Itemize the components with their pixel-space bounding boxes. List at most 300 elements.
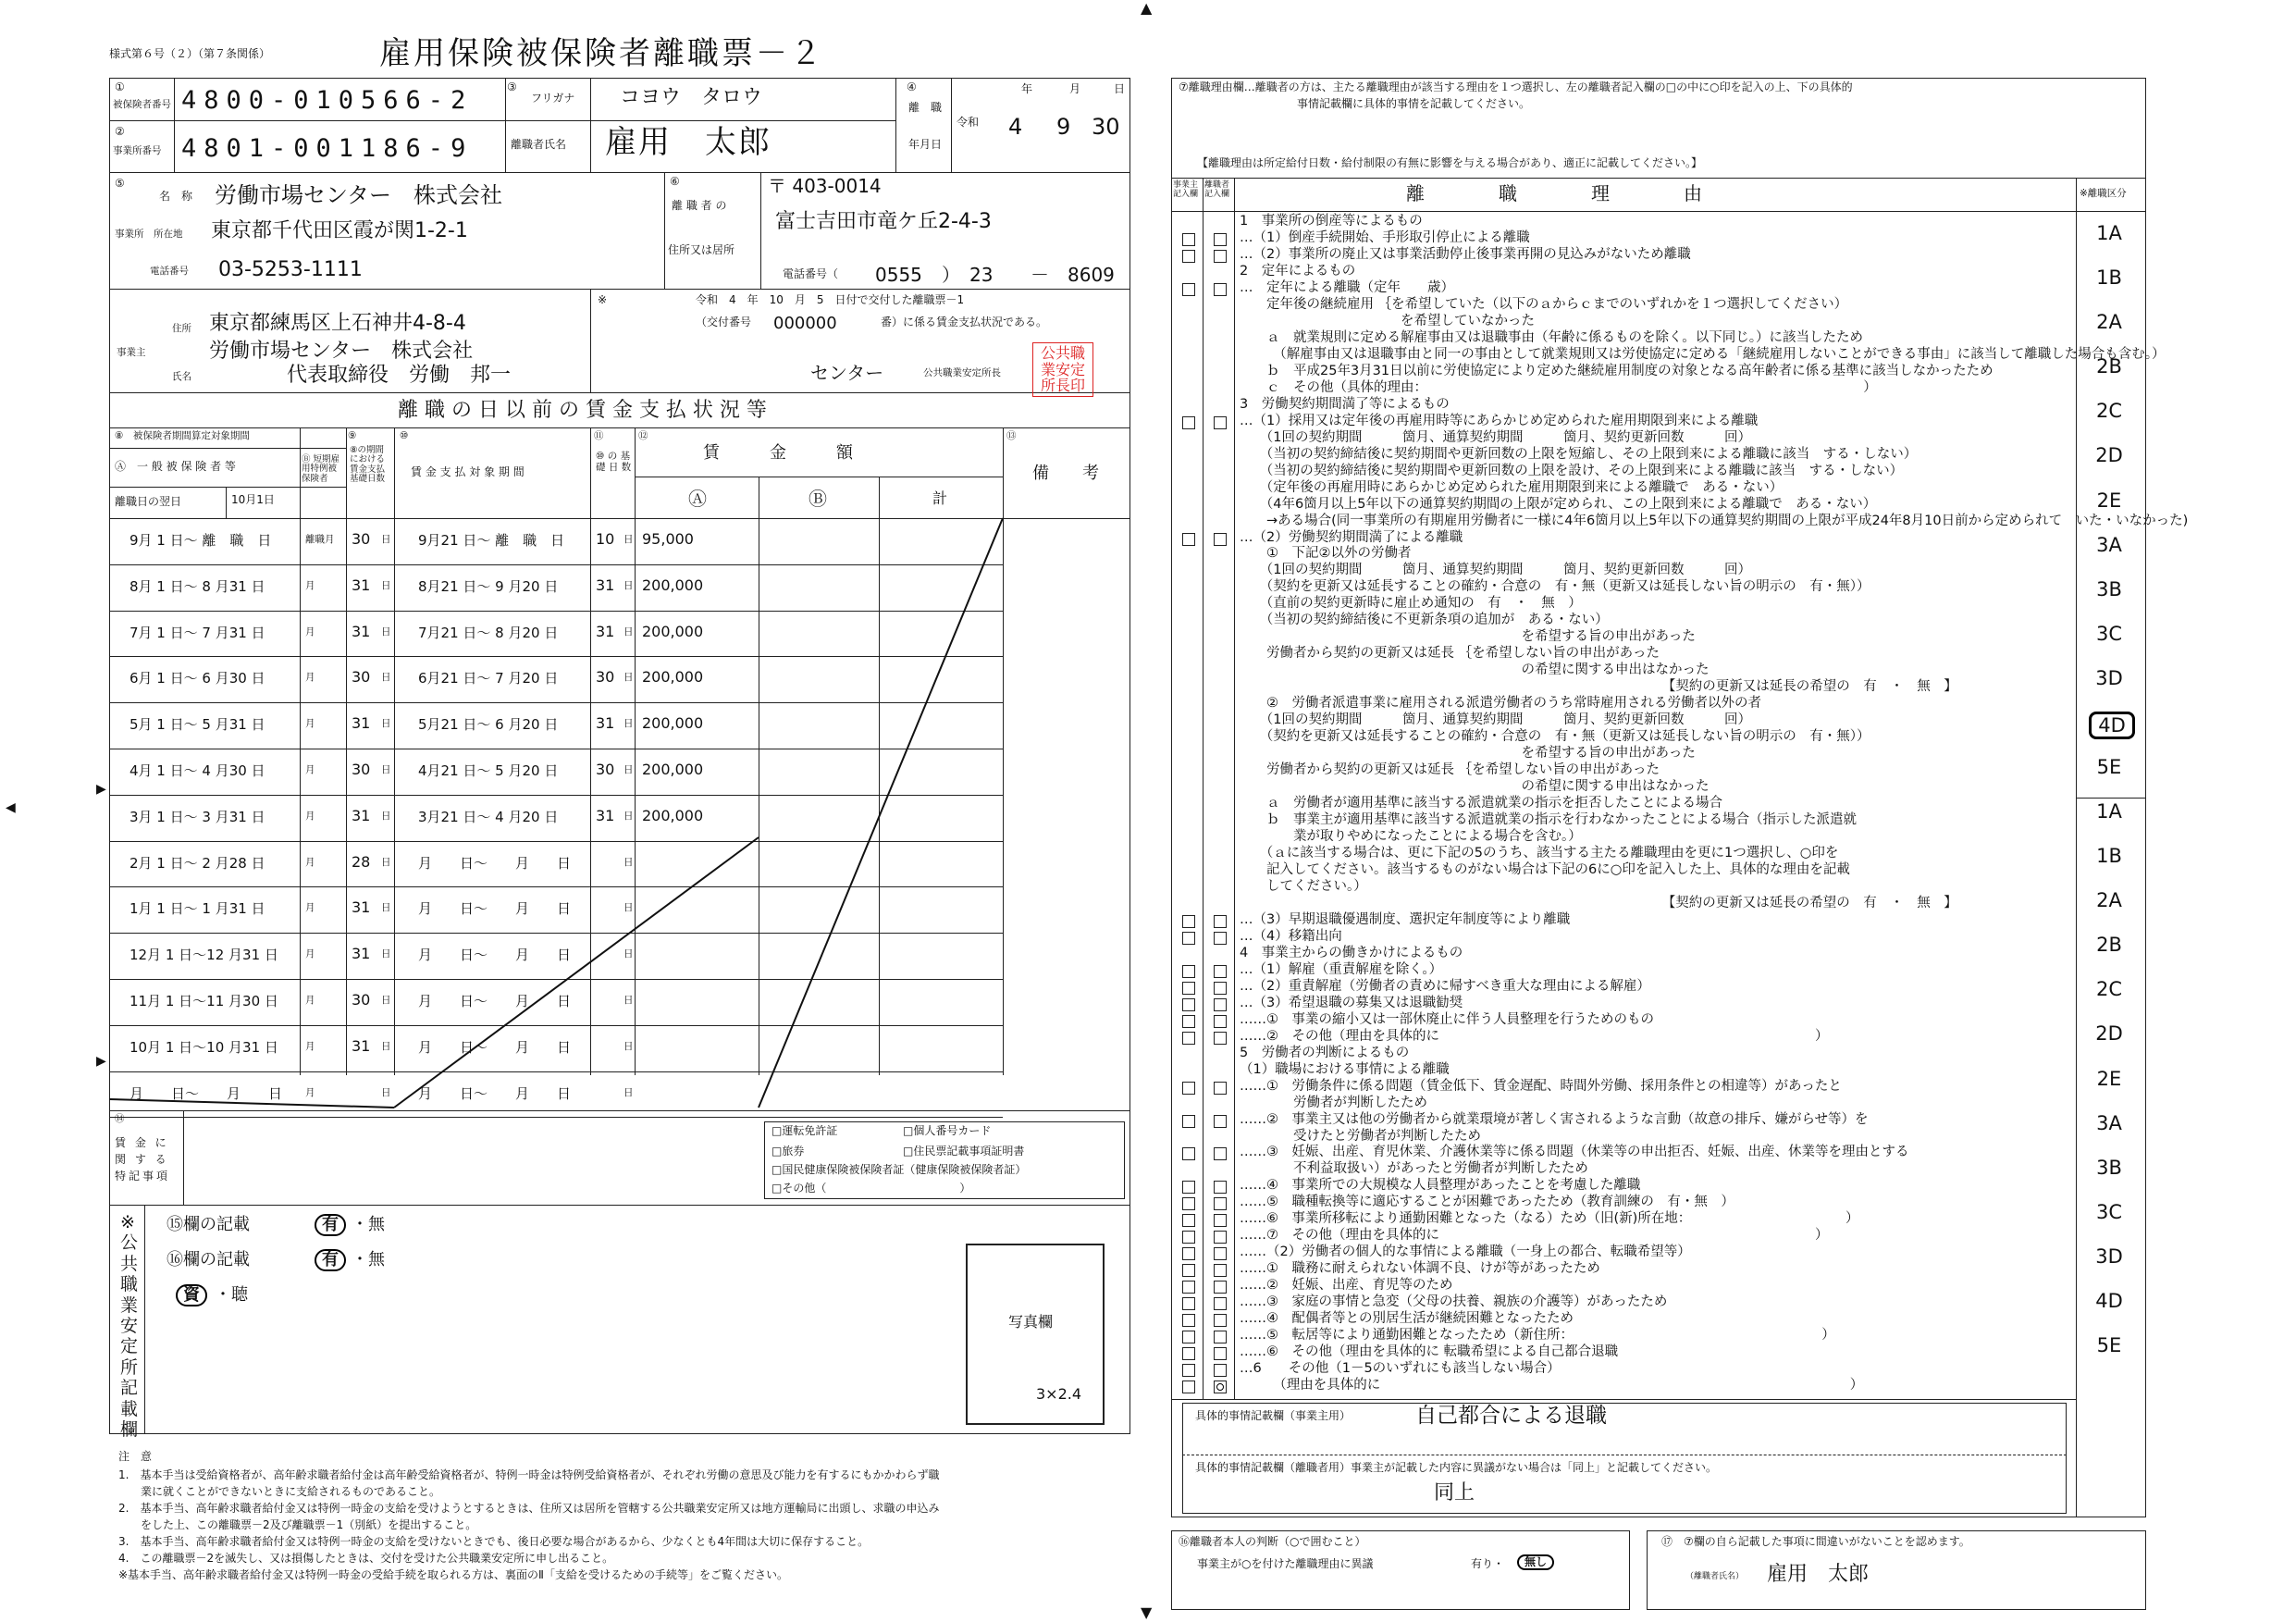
- reason-code: 2A: [2096, 311, 2122, 334]
- wage-row-period10: 月 日～ 月 日: [418, 854, 572, 872]
- worker-checkbox[interactable]: [1214, 982, 1227, 995]
- col-b: Ⓑ: [809, 488, 827, 510]
- employer-checkbox[interactable]: [1182, 1347, 1195, 1360]
- wage-row-period8: 5月 1 日～ 5 月31 日: [130, 716, 265, 734]
- special-check-item[interactable]: □その他（ ）: [772, 1182, 971, 1195]
- reason-line: （直前の契約更新時に雇止め通知の 有 ・ 無 ）: [1240, 596, 1582, 612]
- wage-row-days9: 31: [352, 714, 371, 733]
- label-furigana: フリガナ: [531, 92, 575, 105]
- reason-code: 2D: [2095, 444, 2123, 467]
- residence: 富士吉田市竜ケ丘2-4-3: [775, 210, 992, 233]
- wage-row-period10: 6月21 日～ 7 月20 日: [418, 670, 559, 687]
- month-label: 月: [1069, 82, 1081, 95]
- employer-checkbox[interactable]: [1182, 1364, 1195, 1377]
- wage-row-unit11: 日: [623, 579, 634, 591]
- employer-company: 労働市場センター 株式会社: [209, 340, 474, 363]
- notes-title: 注 意: [118, 1450, 153, 1463]
- wage-row-unit9: 日: [381, 1040, 391, 1052]
- postal-code: 〒 403-0014: [768, 175, 882, 197]
- reason-line: ……① 労働条件に係る問題（賃金低下、賃金遅配、時間外労働、採用条件との相違等）があったと: [1240, 1078, 1842, 1094]
- h11: ⑪: [594, 430, 604, 441]
- wage-row-amount[interactable]: 200,000: [642, 622, 704, 640]
- q16-no[interactable]: 無し: [1517, 1554, 1554, 1570]
- reason-code: 2D: [2095, 1022, 2123, 1046]
- wage-row-unit9: 日: [381, 856, 391, 868]
- reason-line: （当初の契約締結後に不更新条項の追加が ある・ない）: [1240, 613, 1609, 628]
- label-name: 離職者氏名: [511, 138, 567, 151]
- employer-addr: 東京都練馬区上石神井4-8-4: [209, 312, 466, 335]
- employer-checkbox[interactable]: [1182, 1197, 1195, 1210]
- wage-row-unit9: 日: [381, 579, 391, 591]
- res-tel-1: 0555: [875, 264, 922, 286]
- worker-checkbox[interactable]: [1214, 1214, 1227, 1227]
- note-item: 4. この離職票－2を滅失し、又は損傷したときは、交付を受けた公共職業安定所に申し出ること。: [118, 1552, 614, 1565]
- wage-row-unit9: 日: [381, 948, 391, 960]
- wage-row-period8b: 月: [305, 1086, 315, 1098]
- worker-checkbox[interactable]: [1214, 250, 1227, 263]
- employer-checkbox[interactable]: [1182, 1214, 1195, 1227]
- reason-line: 労働者から契約の更新又は延長 ｛を希望しない旨の申出があった: [1240, 762, 1660, 778]
- official-stamp: 公共職業安定所長印: [1032, 342, 1093, 397]
- label-employer-name: 氏名: [172, 371, 191, 382]
- reason-line: 定年後の継続雇用 ｛を希望していた（以下のａからｃまでのいずれかを１つ選択してください）: [1240, 296, 1848, 312]
- r16: ⑯欄の記載: [167, 1250, 250, 1269]
- label-office-no: 事業所番号: [113, 145, 162, 156]
- special-check-item[interactable]: □個人番号カード: [903, 1124, 992, 1137]
- reason-line: ……③ 妊娠、出産、育児休業、介護休業等に係る問題（休業等の申出拒否、妊娠、出産、休業等を理由とする: [1240, 1145, 1909, 1160]
- label-office-tel: 電話番号: [150, 266, 189, 277]
- sep-month: 9: [1056, 114, 1071, 140]
- wage-row-amount[interactable]: 200,000: [642, 576, 704, 594]
- note-no-label: （交付番号: [696, 316, 752, 328]
- form-title: 雇用保険被保険者離職票－２: [379, 35, 824, 72]
- note-item: 業に就くことができないときに支給されるものであること。: [118, 1485, 441, 1498]
- reason-line: ……⑤ 職種転換等に適応することが困難であったため（教育訓練の 有・無 ）: [1240, 1195, 1734, 1210]
- employer-checkbox[interactable]: [1182, 1082, 1195, 1095]
- reason-code: 4D: [2089, 712, 2135, 739]
- worker-checkbox[interactable]: [1214, 1181, 1227, 1194]
- wage-row-period8b: 月: [305, 856, 315, 868]
- employer-checkbox[interactable]: [1182, 533, 1195, 546]
- col-employer: 事業主記入欄: [1173, 180, 1199, 199]
- n4: ④: [907, 80, 917, 93]
- res-tel-3: － 8609: [1031, 264, 1115, 286]
- reason-line: 【契約の更新又は延長の希望の 有 ・ 無 】: [1240, 679, 1957, 695]
- worker-checkbox[interactable]: [1214, 1082, 1227, 1095]
- col-total: 計: [932, 489, 948, 507]
- worker-checkbox[interactable]: [1214, 1281, 1227, 1294]
- reason-line: ｂ 事業主が適用基準に該当する派遣就業の指示を行わなかったことによる場合（指示した派遣就: [1240, 812, 1857, 827]
- worker-checkbox[interactable]: [1214, 1032, 1227, 1045]
- wage-row-amount[interactable]: 200,000: [642, 761, 704, 778]
- reason-line: ……⑥ その他（理由を具体的に 転職希望による自己都合退職: [1240, 1344, 1619, 1360]
- reason-code: 3D: [2095, 1244, 2123, 1268]
- n5: ⑤: [115, 177, 125, 190]
- wage-row-days9: 31: [352, 1036, 371, 1055]
- reason-line: を希望する旨の申出があった: [1240, 629, 1696, 645]
- wage-row-unit11: 日: [623, 534, 634, 545]
- reason-line: の希望に関する申出はなかった: [1240, 779, 1710, 794]
- wage-row-unit11: 日: [623, 625, 634, 638]
- reason-line: 受けたと労働者が判断したため: [1240, 1128, 1481, 1144]
- worker-checkbox[interactable]: [1214, 283, 1227, 296]
- reason-code: 2E: [2096, 489, 2122, 512]
- reason-line: 不利益取扱い）があったと労働者が判断したため: [1240, 1161, 1588, 1177]
- era: 令和: [957, 116, 980, 129]
- reason-line: 3 労働契約期間満了等によるもの: [1240, 396, 1450, 412]
- wage-row-days9: 31: [352, 806, 371, 824]
- wage-row-amount[interactable]: 200,000: [642, 714, 704, 733]
- wage-row-days9: 31: [352, 576, 371, 594]
- special-label: 賃 金 に 関 す る 特記事項: [115, 1136, 171, 1182]
- note-no: 000000: [773, 314, 837, 333]
- wage-row-amount[interactable]: 95,000: [642, 530, 694, 548]
- reason-line: …（4）移籍出向: [1240, 928, 1342, 944]
- office-use-vertical: ※公共職業安定所記載欄: [120, 1212, 139, 1441]
- office-no: 4801-001186-9: [181, 134, 474, 163]
- wage-row-period10: 4月21 日～ 5 月20 日: [418, 762, 559, 779]
- worker-checkbox[interactable]: [1214, 1331, 1227, 1343]
- reason-line: … 定年による離職（定年 歳）: [1240, 279, 1454, 295]
- label-sep-date-2: 年月日: [908, 138, 943, 151]
- label-insured-no: 被保険者番号: [113, 99, 171, 110]
- reason-line: 4 事業主からの働きかけによるもの: [1240, 945, 1463, 960]
- sign-label: （離職者氏名）: [1685, 1572, 1745, 1581]
- wage-row-unit9: 日: [381, 1086, 391, 1098]
- h9: ⑨: [348, 430, 357, 441]
- after-sep-value: 10月1日: [231, 493, 275, 506]
- reason-line: …（1）採用又は定年後の再雇用時等にあらかじめ定められた雇用期限到来による離職: [1240, 413, 1759, 428]
- wage-row-line: [109, 1117, 1003, 1118]
- wage-row-unit11: 日: [623, 810, 634, 822]
- h10: ⑩: [400, 430, 409, 441]
- employer-checkbox[interactable]: [1182, 1115, 1195, 1128]
- worker-checkbox[interactable]: [1214, 965, 1227, 978]
- wage-row-period8: 7月 1 日～ 7 月31 日: [130, 624, 265, 641]
- wage-row-unit9: 日: [381, 625, 391, 638]
- reason-line: （1回の契約期間 箇月、通算契約期間 箇月、契約更新回数 回）: [1240, 563, 1751, 578]
- note-item: ※基本手当、高年齢求職者給付金又は特例一時金の受給手続を取られる方は、裏面のⅡ「支給を受けるための手続等」をご覧ください。: [118, 1568, 788, 1581]
- photo-box: [966, 1244, 1105, 1425]
- worker-checkbox[interactable]: [1214, 932, 1227, 945]
- special-check-item[interactable]: □国民健康保険被保険者証（健康保険被保険者証）: [772, 1163, 1027, 1176]
- employer-checkbox[interactable]: [1182, 283, 1195, 296]
- reason-line: 5 労働者の判断によるもの: [1240, 1045, 1410, 1060]
- wage-row-days9: 30: [352, 991, 371, 1009]
- reason-line: （1）職場における事情による離職: [1240, 1061, 1450, 1077]
- wage-row-period8b: 月: [305, 764, 315, 775]
- r15: ⑮欄の記載: [167, 1215, 250, 1234]
- employer-checkbox[interactable]: [1182, 1381, 1195, 1393]
- wage-row-unit11: 日: [623, 672, 634, 684]
- office-addr: 東京都千代田区霞が関1-2-1: [211, 219, 468, 242]
- reason-line: →ある場合(同一事業所の有期雇用労働者に一様に4年6箇月以上5年以下の通算契約期間の上限が平成24年8月10日前から定められて いた・いなかった): [1240, 513, 2189, 528]
- reason-line: （1回の契約期間 箇月、通算契約期間 箇月、契約更新回数 回）: [1240, 429, 1751, 445]
- worker-checkbox[interactable]: [1214, 1197, 1227, 1210]
- h8: ⑧ 被保険者期間算定対象期間: [115, 430, 250, 441]
- h8a: Ⓐ 一 般 被 保 険 者 等: [115, 460, 236, 473]
- wage-row-period8: 2月 1 日～ 2 月28 日: [130, 854, 265, 872]
- wage-row-period10: 月 日～ 月 日: [418, 900, 572, 918]
- worker-checkbox[interactable]: [1214, 416, 1227, 429]
- note-item: をした上、この離職票－2及び離職票－1（別紙）を提出すること。: [118, 1518, 477, 1531]
- reason-code: 2B: [2096, 355, 2122, 378]
- worker-checkbox[interactable]: [1214, 1381, 1227, 1393]
- reason-line: 労働者が判断したため: [1240, 1095, 1427, 1110]
- wage-row-period8: 10月 1 日～10 月31 日: [130, 1038, 278, 1056]
- reason-line: ① 下記②以外の労働者: [1240, 546, 1412, 562]
- marker-mid1-icon: ▶: [96, 782, 106, 797]
- worker-checkbox[interactable]: [1214, 1147, 1227, 1160]
- employer-checkbox[interactable]: [1182, 1331, 1195, 1343]
- reason-code: 3A: [2096, 533, 2122, 556]
- reason-line: …（1）倒産手続開始、手形取引停止による離職: [1240, 230, 1530, 245]
- wage-row-unit11: 日: [623, 902, 634, 914]
- wage-row-period8b: 月: [305, 718, 315, 730]
- wage-row-period8b: 月: [305, 1040, 315, 1052]
- reason-line: …（3）早期退職優遇制度、選択定年制度等により離職: [1240, 911, 1571, 927]
- n6: ⑥: [670, 175, 680, 188]
- wage-row-days11: 30: [596, 668, 615, 687]
- employer-checkbox[interactable]: [1182, 1015, 1195, 1028]
- n1: ①: [115, 80, 125, 93]
- wage-row-unit9: 日: [381, 672, 391, 684]
- employer-checkbox[interactable]: [1182, 250, 1195, 263]
- worker-checkbox[interactable]: [1214, 998, 1227, 1011]
- reason-line: ……② その他（理由を具体的に ）: [1240, 1028, 1829, 1044]
- reason-line: …（2）重責解雇（労働者の責めに帰すべき重大な理由による解雇）: [1240, 978, 1650, 994]
- worker-checkbox[interactable]: [1214, 1364, 1227, 1377]
- wage-row-unit9: 日: [381, 810, 391, 822]
- wage-row-period8: 8月 1 日～ 8 月31 日: [130, 577, 265, 595]
- wage-row-unit11: 日: [623, 1040, 634, 1052]
- reason-line: ……③ 家庭の事情と急変（父母の扶養、親族の介護等）があったため: [1240, 1294, 1668, 1310]
- q16: 事業主が○を付けた離職理由に異議: [1197, 1557, 1374, 1570]
- reason-line: 【契約の更新又は延長の希望の 有 ・ 無 】: [1240, 895, 1957, 910]
- reason-line: …（2）労働契約期間満了による離職: [1240, 529, 1463, 545]
- reason-code: 1B: [2096, 845, 2122, 868]
- wage-row-period8b: 月: [305, 995, 315, 1006]
- reason-line: 業が取りやめになったことによる場合を含む。）: [1240, 829, 1582, 844]
- reason-line: （契約を更新又は延長することの確約・合意の 有・無（更新又は延長しない旨の明示の 有・無））: [1240, 729, 1870, 745]
- reason-code: 2B: [2096, 934, 2122, 957]
- wage-row-period8b: 月: [305, 625, 315, 638]
- reason-line: ……④ 配偶者等との別居生活が継続困難となったため: [1240, 1311, 1574, 1327]
- reason-line: ……② 妊娠、出産、育児等のため: [1240, 1278, 1453, 1294]
- wage-row-unit9: 日: [381, 764, 391, 775]
- reason-line: ａ 労働者が適用基準に該当する派遣就業の指示を拒否したことによる場合: [1240, 796, 1722, 811]
- worker-checkbox[interactable]: [1214, 915, 1227, 928]
- reason-line: ……① 事業の縮小又は一部休廃止に伴う人員整理を行うためのもの: [1240, 1011, 1654, 1027]
- employer-checkbox[interactable]: [1182, 1297, 1195, 1310]
- employer-checkbox[interactable]: [1182, 1181, 1195, 1194]
- note-tail: 番）に係る賃金支払状況である。: [881, 316, 1048, 328]
- reason-line: …（1）解雇（重責解雇を除く。）: [1240, 961, 1443, 977]
- center-name: センター: [810, 362, 884, 384]
- sep-day: 30: [1092, 114, 1120, 140]
- note-era: 令和 4 年 10 月 5 日付で交付した離職票－1: [696, 293, 965, 306]
- h9sub: ⑧の期間における賃金支払基礎日数: [350, 445, 386, 485]
- wage-row-period8: 12月 1 日～12 月31 日: [130, 947, 278, 964]
- worker-checkbox[interactable]: [1214, 1314, 1227, 1327]
- worker-detail[interactable]: 同上: [1434, 1481, 1475, 1504]
- wage-row-period8: 月 日～ 月 日: [130, 1084, 283, 1102]
- q16-yes[interactable]: 有り・: [1471, 1557, 1505, 1570]
- employer-checkbox[interactable]: [1182, 998, 1195, 1011]
- reason-code: 1B: [2096, 266, 2122, 290]
- wage-row-unit9: 日: [381, 902, 391, 914]
- worker-checkbox[interactable]: [1214, 1347, 1227, 1360]
- official-label: 公共職業安定所長: [923, 367, 1001, 378]
- employer-checkbox[interactable]: [1182, 1247, 1195, 1260]
- wage-row-days11: 31: [596, 622, 615, 640]
- n16: ⑯離職者本人の判断（○で囲むこと）: [1179, 1535, 1366, 1548]
- wage-row-amount[interactable]: 200,000: [642, 668, 704, 687]
- employer-checkbox[interactable]: [1182, 1314, 1195, 1327]
- label-residence-1: 離 職 者 の: [672, 199, 727, 212]
- employer-checkbox[interactable]: [1182, 1281, 1195, 1294]
- employer-checkbox[interactable]: [1182, 1231, 1195, 1244]
- employer-checkbox[interactable]: [1182, 1147, 1195, 1160]
- day-label: 日: [1114, 82, 1126, 95]
- form-id: 様式第６号（２）（第７条関係）: [109, 47, 271, 60]
- label-employer-addr: 住所: [172, 323, 191, 334]
- note-item: 2. 基本手当、高年齢求職者給付金又は特例一時金の支給を受けようとするときは、住所又は居所を管轄する公共職業安定所又は地方運輸局に出頭し、求職の申込み: [118, 1502, 940, 1515]
- col-reason: 離 職 理 由: [1406, 182, 1702, 204]
- worker-checkbox[interactable]: [1214, 1247, 1227, 1260]
- reason-line: （ａに該当する場合は、更に下記の5のうち、該当する主たる離職理由を更に1つ選択し、○印を: [1240, 845, 1839, 861]
- reason-line: …（3）希望退職の募集又は退職勧奨: [1240, 995, 1463, 1010]
- r15-no: ・無: [352, 1215, 385, 1234]
- h13: ⑬: [1006, 430, 1017, 441]
- reason-line: ……④ 事業所での大規模な人員整理があったことを考慮した離職: [1240, 1178, 1641, 1194]
- employer-checkbox[interactable]: [1182, 982, 1195, 995]
- diagonal-lines: [0, 0, 1147, 1110]
- label-residence-2: 住所又は居所: [668, 243, 735, 256]
- reason-line: …（2）事業所の廃止又は事業活動停止後事業再開の見込みがないため離職: [1240, 246, 1691, 262]
- employer-checkbox[interactable]: [1182, 1264, 1195, 1277]
- wage-row-period10: 8月21 日～ 9 月20 日: [418, 577, 559, 595]
- label-office-name: 名 称: [159, 190, 193, 203]
- worker-checkbox[interactable]: [1214, 233, 1227, 246]
- wage-row-amount[interactable]: 200,000: [642, 806, 704, 824]
- reason-line: （4年6箇月以上5年以下の通算契約期間の上限が定められ、この上限到来による離職で ある・ない）: [1240, 496, 1877, 512]
- reason-line: の希望に関する申出はなかった: [1240, 662, 1710, 678]
- reason-line: ……① 職務に耐えられない体調不良、けが等があったため: [1240, 1261, 1600, 1277]
- wage-row-unit11: 日: [623, 948, 634, 960]
- note-item: 1. 基本手当は受給資格者が、高年齢求職者給付金は高年齢受給資格者が、特例一時金は特例受給資格者が、それぞれ労働の意思及び能力を有するにもかかわらず職: [118, 1468, 940, 1481]
- special-check-item[interactable]: □運転免許証: [772, 1124, 838, 1137]
- sign: 雇用 太郎: [1767, 1563, 1870, 1586]
- col-class: ※離職区分: [2080, 188, 2127, 199]
- wage-section-title: 離 職 の 日 以 前 の 賃 金 支 払 状 況 等: [398, 399, 767, 422]
- reasons-head2: 事情記載欄に具体的事情を記載してください。: [1297, 97, 1531, 110]
- wage-row-period8: 1月 1 日～ 1 月31 日: [130, 900, 265, 918]
- reason-line: ｂ 平成25年3月31日以前に労使協定により定めた継続雇用制度の対象となる高年齢者に係る基準に該当しなかったため: [1240, 363, 1994, 378]
- special-check-item[interactable]: □住民票記載事項証明書: [903, 1145, 1025, 1158]
- reason-code: 5E: [2096, 755, 2122, 778]
- h8b: Ⓑ 短期雇用特例被保険者: [302, 454, 340, 484]
- worker-checkbox[interactable]: [1214, 533, 1227, 546]
- worker-checkbox[interactable]: [1214, 1115, 1227, 1128]
- employer-checkbox[interactable]: [1182, 1032, 1195, 1045]
- worker-checkbox[interactable]: [1214, 1264, 1227, 1277]
- reason-code: 3A: [2096, 1111, 2122, 1134]
- employer-checkbox[interactable]: [1182, 416, 1195, 429]
- reason-line: 記入してください。該当するものがない場合は下記の6に○印を記入した上、具体的な理由を記載: [1240, 861, 1850, 877]
- marker-bottom-icon: ▼: [1141, 1603, 1153, 1621]
- label-office-addr: 事業所 所在地: [115, 229, 183, 240]
- reason-line: 労働者から契約の更新又は延長 ｛を希望しない旨の申出があった: [1240, 646, 1660, 662]
- wage-row-period10: 5月21 日～ 6 月20 日: [418, 716, 559, 734]
- wage-row-period10: 3月21 日～ 4 月20 日: [418, 808, 559, 825]
- reason-code: 2A: [2096, 889, 2122, 912]
- worker-checkbox[interactable]: [1214, 1297, 1227, 1310]
- wage-row-period10: 7月21 日～ 8 月20 日: [418, 624, 559, 641]
- h12sub: 賃 金 額: [703, 443, 853, 463]
- wage-row-period8b: 月: [305, 672, 315, 684]
- sep-year: 4: [1008, 114, 1023, 140]
- special-check-item[interactable]: □旅券: [772, 1145, 805, 1158]
- reason-code: 3D: [2095, 666, 2123, 689]
- reason-line: （契約を更新又は延長することの確約・合意の 有・無（更新又は延長しない旨の明示の 有・無））: [1240, 579, 1870, 595]
- wage-row-period8: 9月 1 日～ 離 職 日: [130, 532, 272, 549]
- code-divider: [2076, 798, 2146, 799]
- reasons-head1: ⑦離職理由欄…離職者の方は、主たる離職理由が該当する理由を１つ選択し、左の離職者記入欄の□の中に○印を記入の上、下の具体的: [1179, 80, 1853, 93]
- wage-row-days11: 31: [596, 714, 615, 733]
- wage-row-unit9: 日: [381, 534, 391, 545]
- note-item: 3. 基本手当、高年齢求職者給付金又は特例一時金の支給を受けないときでも、後日必要な場合があるから、少なくとも4年間は大切に保存すること。: [118, 1535, 870, 1548]
- n17: ⑰ ⑦欄の自ら記載した事項に間違いがないことを認めます。: [1661, 1535, 1970, 1548]
- wage-row-unit11: 日: [623, 718, 634, 730]
- employer-detail[interactable]: 自己都合による退職: [1415, 1404, 1607, 1428]
- employer-checkbox[interactable]: [1182, 965, 1195, 978]
- reason-code: 2E: [2096, 1067, 2122, 1090]
- wage-row-days11: 31: [596, 806, 615, 824]
- reason-line: を希望していなかった: [1240, 313, 1535, 328]
- reason-line: 2 定年によるもの: [1240, 263, 1356, 279]
- reason-line: （当初の契約締結後に契約期間や更新回数の上限を短縮し、その上限到来による離職に該当 する・しない）: [1240, 446, 1918, 462]
- wage-row-unit9: 日: [381, 718, 391, 730]
- reason-line: ……⑤ 転居等により通勤困難となったため（新住所： ）: [1240, 1328, 1835, 1343]
- reason-line: 1 事業所の倒産等によるもの: [1240, 214, 1423, 229]
- n14: ⑭: [115, 1113, 125, 1124]
- wage-row-unit11: 日: [623, 764, 634, 775]
- worker-checkbox[interactable]: [1214, 1231, 1227, 1244]
- reason-line: ② 労働者派遣事業に雇用される派遣労働者のうち常時雇用される労働者以外の者: [1240, 696, 1761, 712]
- wage-row-period10: 9月21 日～ 離 職 日: [418, 532, 565, 549]
- wage-row-period8b: 月: [305, 948, 315, 960]
- col-worker: 離職者記入欄: [1204, 180, 1230, 199]
- wage-row-period8b: 月: [305, 810, 315, 822]
- h12: ⑫: [638, 430, 648, 441]
- wage-row-unit11: 日: [623, 995, 634, 1006]
- reasons-head3: 【離職理由は所定給付日数・給付制限の有無に影響を与える場合があり、適正に記載してください。】: [1197, 156, 1703, 169]
- reason-line: ……⑥ 事業所移転により通勤困難となった（なる）ため（旧(新)所在地： ）: [1240, 1211, 1859, 1227]
- employer-checkbox[interactable]: [1182, 915, 1195, 928]
- n2: ②: [115, 125, 125, 138]
- reason-code: 3C: [2095, 1200, 2123, 1223]
- worker-checkbox[interactable]: [1214, 1015, 1227, 1028]
- wage-row-period8: 6月 1 日～ 6 月30 日: [130, 670, 265, 687]
- employer-checkbox[interactable]: [1182, 233, 1195, 246]
- reason-line: （解雇事由又は退職事由と同一の事由として就業規則又は労使協定に定める「継続雇用しないことができる事由」に該当して離職した場合も含む。）: [1240, 346, 2166, 362]
- wage-row-period8b: 離職月: [305, 534, 335, 545]
- wage-row-period8: 3月 1 日～ 3 月31 日: [130, 808, 265, 825]
- employer-checkbox[interactable]: [1182, 932, 1195, 945]
- r16-yes: 有: [315, 1249, 346, 1271]
- reason-line: を希望する旨の申出があった: [1240, 746, 1696, 761]
